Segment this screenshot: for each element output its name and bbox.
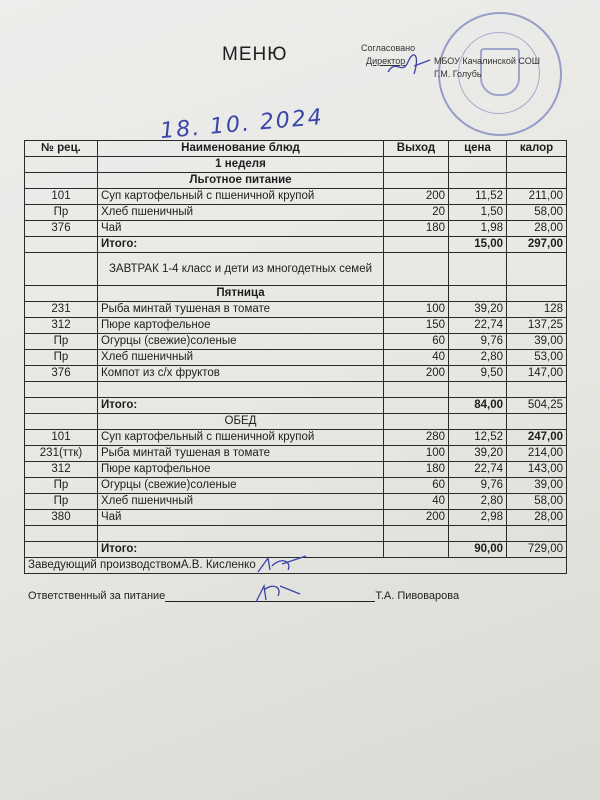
table-row: 231(ттк) Рыба минтай тушеная в томате 100 39,20 214,00 xyxy=(25,446,567,462)
table-row: Пр Огурцы (свежие)соленые 60 9,76 39,00 xyxy=(25,334,567,350)
table-row: Пр Хлеб пшеничный 40 2,80 53,00 xyxy=(25,350,567,366)
school-name: МБОУ Качалинской СОШ xyxy=(434,56,540,66)
table-row: Пр Хлеб пшеничный 20 1,50 58,00 xyxy=(25,205,567,221)
col-header-calories: калор xyxy=(507,141,567,157)
manager-name: А.В. Кисленко xyxy=(180,559,256,571)
table-row: 312 Пюре картофельное 180 22,74 143,00 xyxy=(25,462,567,478)
table-header-row xyxy=(25,141,567,157)
breakfast-title: ЗАВТРАК 1-4 класс и дети из многодетных семей xyxy=(98,253,384,286)
col-header-output: Выход xyxy=(384,141,449,157)
manager-label: Заведующий производством xyxy=(28,559,181,571)
table-row: 380 Чай 200 2,98 28,00 xyxy=(25,510,567,526)
col-header-dish: Наименование блюд xyxy=(98,141,384,157)
responsible-line xyxy=(28,590,459,602)
director-name: Г.М. Голубь xyxy=(434,69,482,79)
table-row: 101 Суп картофельный с пшеничной крупой 200 11,52 211,00 xyxy=(25,189,567,205)
lunch-title: ОБЕД xyxy=(98,414,384,430)
section-label: Льготное питание xyxy=(98,173,384,189)
director-signature xyxy=(384,52,434,80)
page-title: МЕНЮ xyxy=(222,44,288,65)
table-row: Пр Огурцы (свежие)соленые 60 9,76 39,00 xyxy=(25,478,567,494)
table-row: 312 Пюре картофельное 150 22,74 137,25 xyxy=(25,318,567,334)
responsible-name: Т.А. Пивоварова xyxy=(375,590,460,602)
table-row: 376 Компот из с/х фруктов 200 9,50 147,00 xyxy=(25,366,567,382)
total-row-3: Итого: 90,00 729,00 xyxy=(25,542,567,558)
responsible-signature xyxy=(250,580,310,606)
total-row-1: Итого: 15,00 297,00 xyxy=(25,237,567,253)
week-label: 1 неделя xyxy=(98,157,384,173)
approve-label: Согласовано xyxy=(361,43,416,53)
block-1 xyxy=(25,189,567,237)
col-header-recipe: № рец. xyxy=(25,141,98,157)
director-label: Директор xyxy=(366,56,406,66)
table-row: 376 Чай 180 1,98 28,00 xyxy=(25,221,567,237)
block-2 xyxy=(25,302,567,382)
responsible-label: Ответственный за питание xyxy=(28,590,166,602)
manager-signature xyxy=(252,552,312,578)
breakfast-title-row xyxy=(25,253,567,286)
block-3 xyxy=(25,430,567,526)
col-header-price: цена xyxy=(449,141,507,157)
table-row: Пр Хлеб пшеничный 40 2,80 58,00 xyxy=(25,494,567,510)
menu-table xyxy=(24,140,567,574)
day-label: Пятница xyxy=(98,286,384,302)
table-row: 231 Рыба минтай тушеная в томате 100 39,20 128 xyxy=(25,302,567,318)
total-row-2: Итого: 84,00 504,25 xyxy=(25,398,567,414)
table-row: 101 Суп картофельный с пшеничной крупой 280 12,52 247,00 xyxy=(25,430,567,446)
menu-date: 18. 10. 2024 xyxy=(159,104,325,145)
